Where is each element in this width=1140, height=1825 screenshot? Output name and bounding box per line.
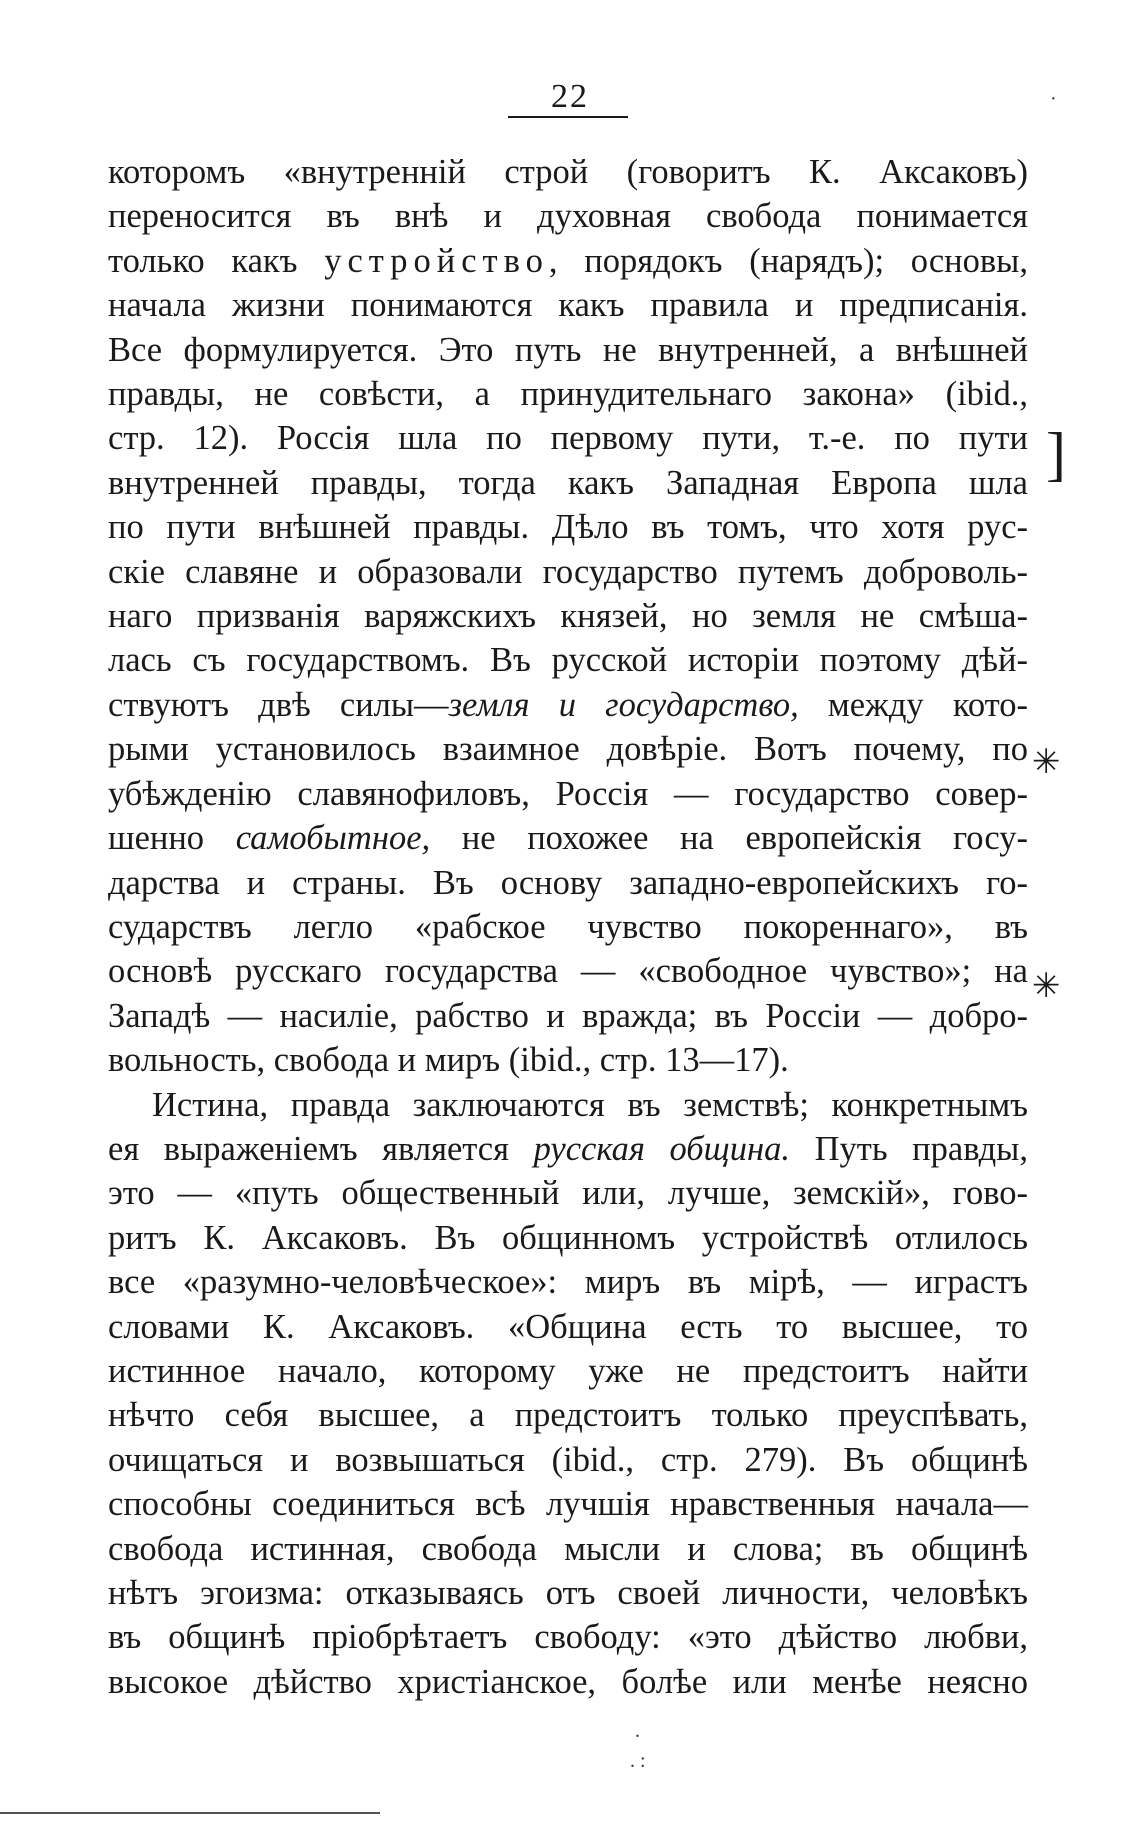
margin-mark-1: ✳ — [1032, 742, 1061, 782]
paragraph-1 — [108, 150, 1028, 1083]
text-line: вольность, свобода и миръ (ibid., стр. 13—17). — [108, 1041, 789, 1080]
text-line: истинное начало, которому уже не предстоитъ найти — [108, 1351, 1028, 1390]
text-line: которомъ «внутренній строй (говоритъ К. Аксаковъ) — [108, 153, 1028, 191]
text-line: сударствъ легло «рабское чувство покореннаго», въ — [108, 907, 1028, 946]
bottom-rule — [0, 1812, 380, 1814]
text-line: Истина, правда заключаются въ земствѣ; конкретнымъ — [152, 1085, 1028, 1124]
text-line: Все формулируется. Это путь не внутренней, а внѣшней — [108, 330, 1028, 369]
text-line: скіе славяне и образовали государство путемъ доброволь- — [108, 552, 1028, 591]
top-right-mark: · — [1050, 88, 1057, 110]
text-line: наго призванія варяжскихъ князей, но земля не смѣша- — [108, 597, 1028, 636]
text-line: внутренней правды, тогда какъ Западная Европа шла — [108, 463, 1028, 502]
text-line: шенно самобытное, не похожее на европейскія госу- — [108, 819, 1029, 858]
text-line: высокое дѣйство христіанское, болѣе или менѣе неясно — [108, 1662, 1028, 1701]
text-line: нѣтъ эгоизма: отказываясь отъ своей личности, человѣкъ — [108, 1574, 1028, 1612]
speck: . : — [630, 1750, 646, 1772]
text-line: правды, не совѣсти, а принудительнаго закона» (ibid., — [108, 375, 1028, 414]
text-line: дарства и страны. Въ основу западно-европейскихъ го- — [108, 863, 1028, 902]
text-line: ствуютъ двѣ силы—земля и государство, между кото- — [108, 685, 1029, 724]
text-line: начала жизни понимаются какъ правила и предписанія. — [108, 286, 1028, 325]
text-line: ритъ К. Аксаковъ. Въ общинномъ устройствѣ отлилось — [108, 1218, 1028, 1257]
margin-bracket: ] — [1046, 421, 1066, 487]
page-number: 22 — [551, 78, 589, 115]
text-line: способны соединиться всѣ лучшія нравственныя начала— — [108, 1485, 1028, 1524]
text-line: по пути внѣшней правды. Дѣло въ томъ, что хотя рус- — [108, 508, 1028, 547]
speck: . — [635, 1720, 640, 1742]
paragraph-2 — [108, 1083, 1028, 1705]
text-line: все «разумно-человѣческое»: миръ въ мірѣ, — играстъ — [108, 1263, 1028, 1302]
text-line: основѣ русскаго государства — «свободное чувство»; на — [108, 952, 1028, 991]
text-line: рыми установилось взаимное довѣріе. Вотъ почему, по — [108, 730, 1028, 769]
text-line: только какъ устройство, порядокъ (нарядъ); основы, — [108, 241, 1028, 280]
text-line: нѣчто себя высшее, а предстоитъ только преуспѣвать, — [108, 1396, 1028, 1435]
text-line: это — «путь общественный или, лучше, земскій», гово- — [108, 1174, 1028, 1213]
text-line: убѣжденію славянофиловъ, Россія — государство совер- — [108, 774, 1028, 813]
text-line: Западѣ — насиліе, рабство и вражда; въ Россіи — добро- — [108, 996, 1028, 1035]
text-line: стр. 12). Россія шла по первому пути, т.-е. по пути — [108, 419, 1028, 458]
page-number-rule — [508, 116, 628, 118]
text-line: ея выраженіемъ является русская община. Путь правды, — [108, 1129, 1028, 1168]
text-line: свобода истинная, свобода мысли и слова; въ общинѣ — [108, 1529, 1028, 1568]
text-line: въ общинѣ пріобрѣтаетъ свободу: «это дѣйство любви, — [108, 1618, 1028, 1657]
text-line: лась съ государствомъ. Въ русской исторіи поэтому дѣй- — [108, 641, 1028, 680]
text-line: очищаться и возвышаться (ibid., стр. 279). Въ общинѣ — [108, 1440, 1028, 1479]
text-line: переносится въ внѣ и духовная свобода понимается — [108, 197, 1028, 236]
body-text — [108, 150, 1028, 1704]
text-line: словами К. Аксаковъ. «Община есть то высшее, то — [108, 1307, 1028, 1346]
margin-mark-2: ✳ — [1032, 966, 1061, 1006]
